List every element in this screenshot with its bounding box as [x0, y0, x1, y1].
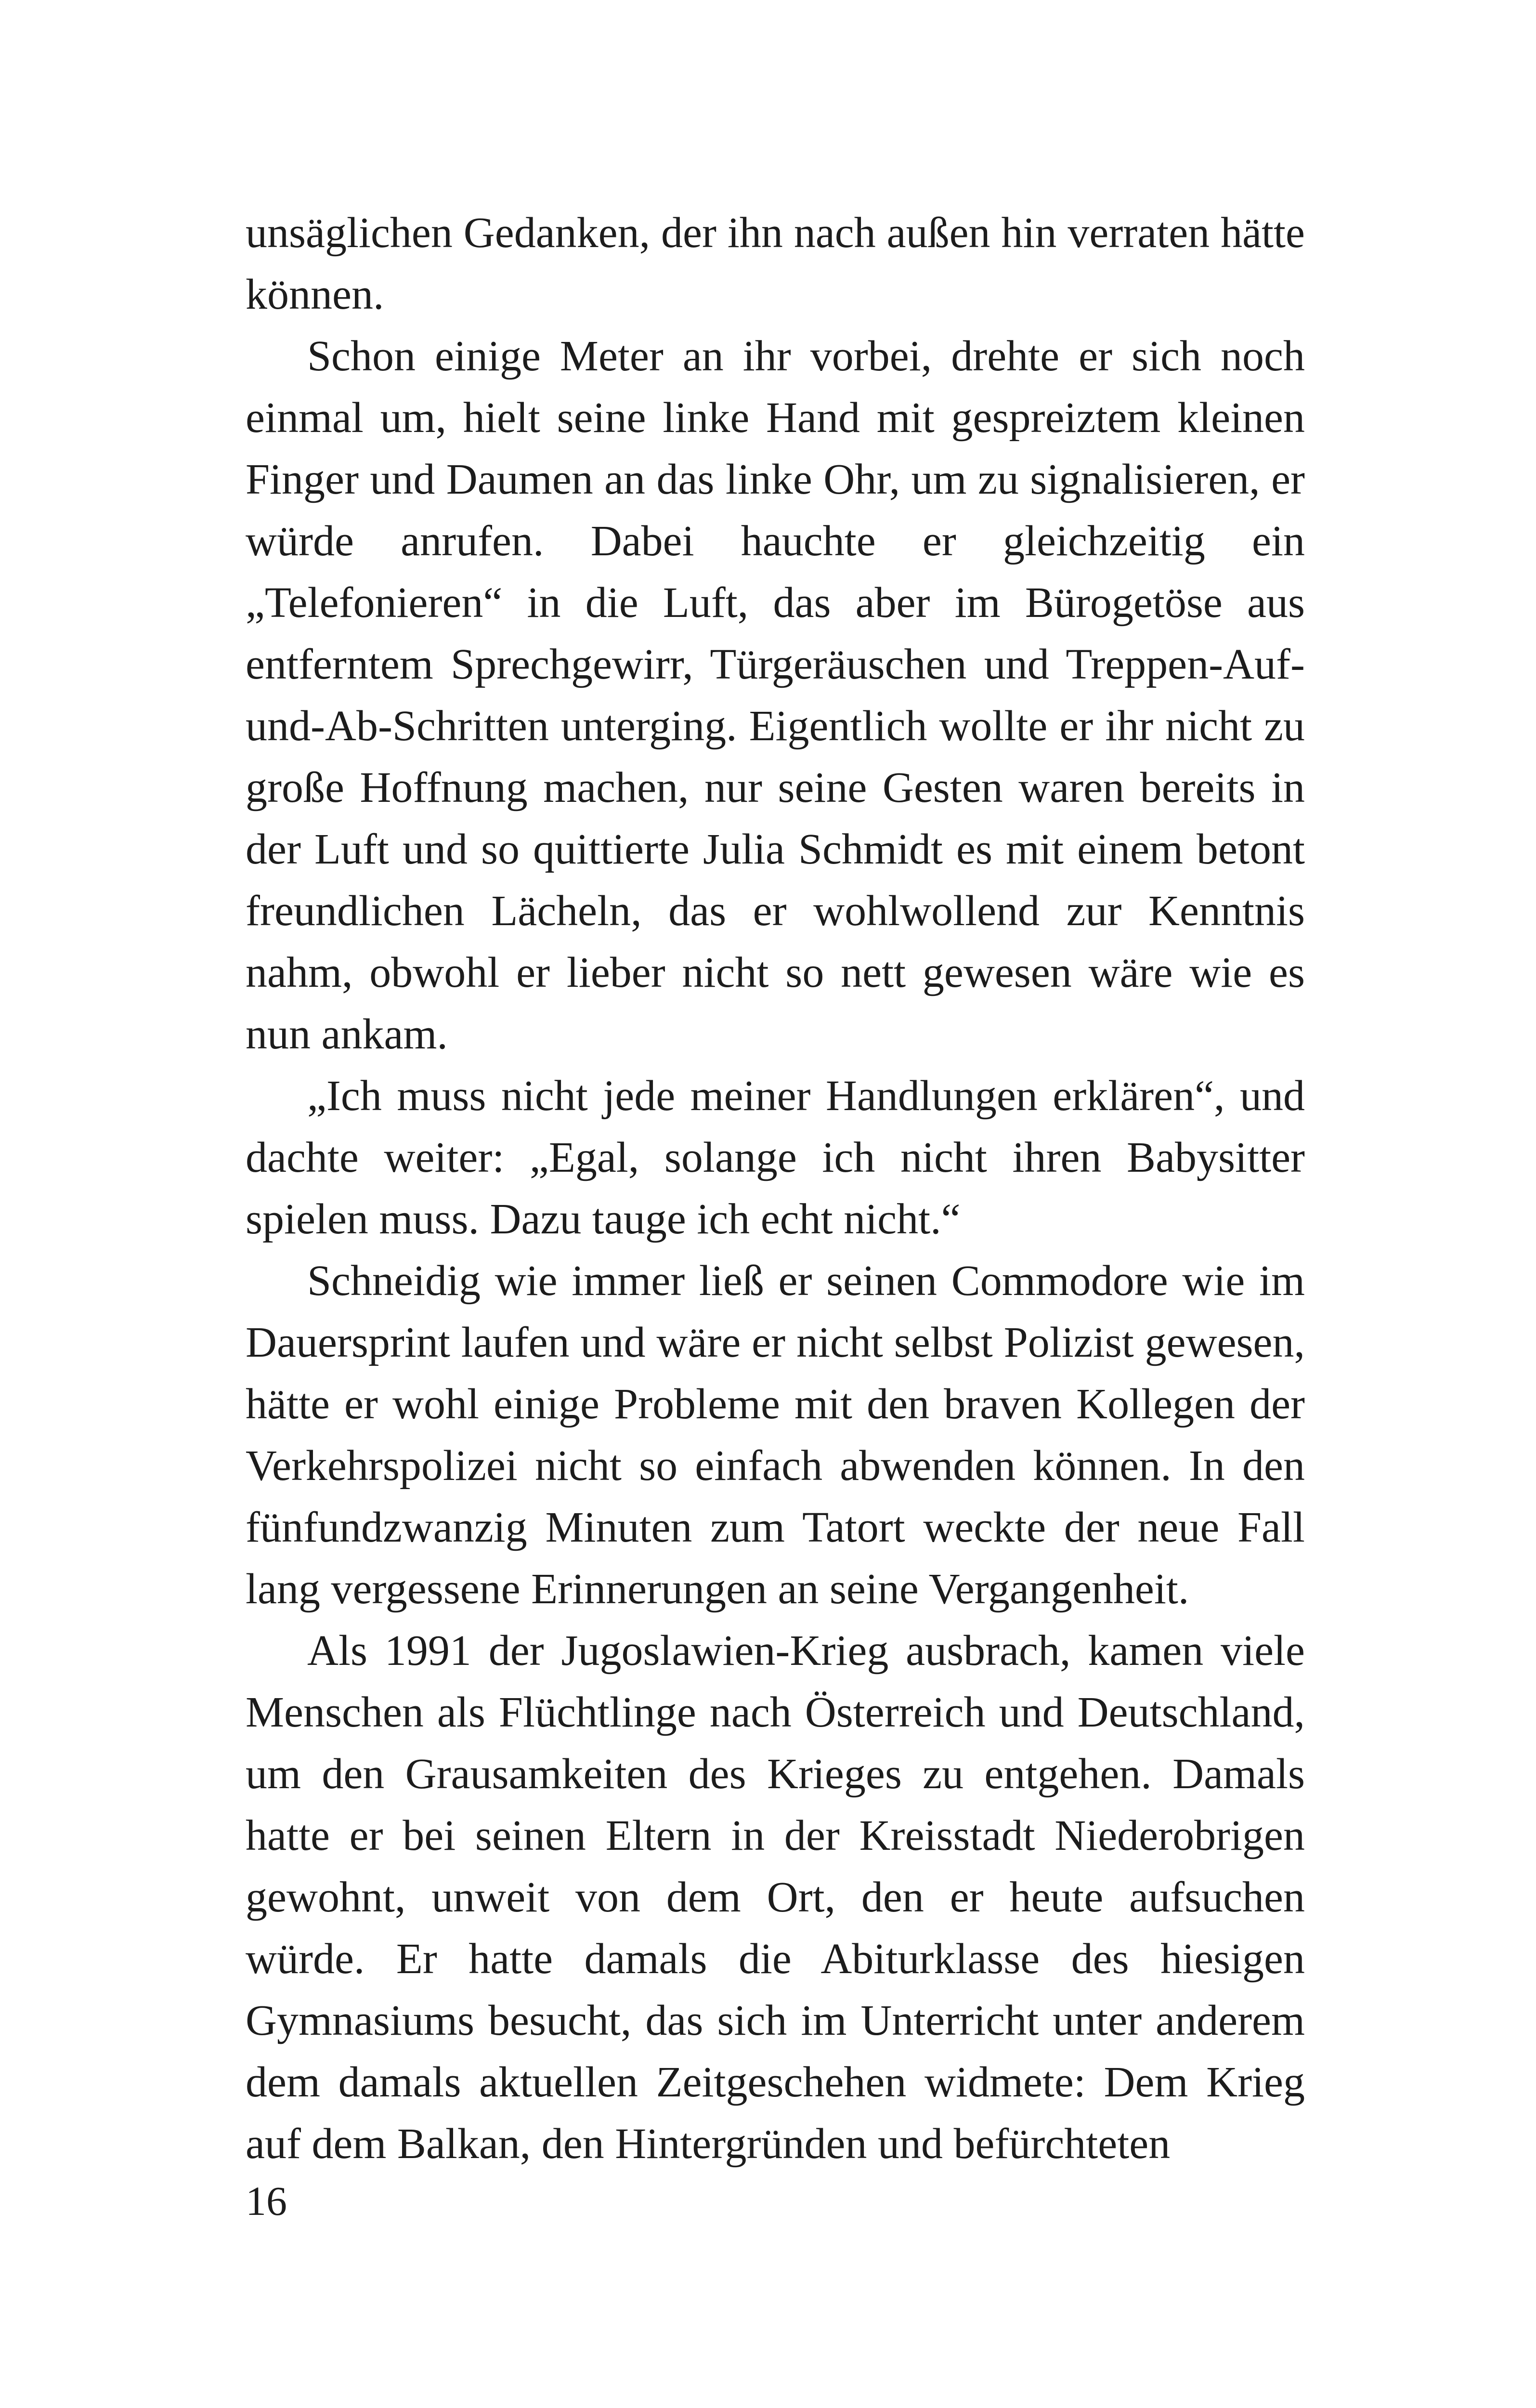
paragraph-2: Schon einige Meter an ihr vorbei, drehte er sich noch einmal um, hielt seine linke Hand mit gespreiztem kleinen Finger und Daumen an das linke Ohr, um zu signalisieren, er würde anrufen. Dabei hauchte er gleichzeitig ein „Telefonieren“ in die Luft, das aber im Bürogetöse aus entferntem Sprechgewirr, Türgeräuschen und Treppen-Auf-und-Ab-Schritten unterging. Eigentlich wollte er ihr nicht zu große Hoffnung machen, nur seine Gesten waren bereits in der Luft und so quittierte Julia Schmidt es mit einem betont freundlichen Lächeln, das er wohlwollend zur Kenntnis nahm, obwohl er lieber nicht so nett gewesen wäre wie es nun ankam.: [246, 332, 1305, 1058]
paragraph-1: unsäglichen Gedanken, der ihn nach außen hin verraten hätte können.: [246, 209, 1305, 318]
paragraph-4: Schneidig wie immer ließ er seinen Commodore wie im Dauersprint laufen und wäre er nicht selbst Polizist gewesen, hätte er wohl einige Probleme mit den braven Kollegen der Verkehrspolizei nicht so einfach abwenden können. In den fünfundzwanzig Minuten zum Tatort weckte der neue Fall lang vergessene Erinnerungen an seine Vergangenheit.: [246, 1257, 1305, 1613]
paragraph-3: „Ich muss nicht jede meiner Handlungen erklären“, und dachte weiter: „Egal, solange ich nicht ihren Babysitter spielen muss. Dazu tauge ich echt nicht.“: [246, 1072, 1305, 1243]
page-body: [246, 202, 1305, 2175]
page-number: 16: [246, 2178, 287, 2224]
paragraph-5: Als 1991 der Jugoslawien-Krieg ausbrach, kamen viele Menschen als Flüchtlinge nach Österreich und Deutschland, um den Grausamkeiten des Krieges zu entgehen. Damals hatte er bei seinen Eltern in der Kreisstadt Niederobrigen gewohnt, unweit von dem Ort, den er heute aufsuchen würde. Er hatte damals die Abiturklasse des hiesigen Gymnasiums besucht, das sich im Unterricht unter anderem dem damals aktuellen Zeitgeschehen widmete: Dem Krieg auf dem Balkan, den Hintergründen und befürchteten: [246, 1627, 1305, 2168]
